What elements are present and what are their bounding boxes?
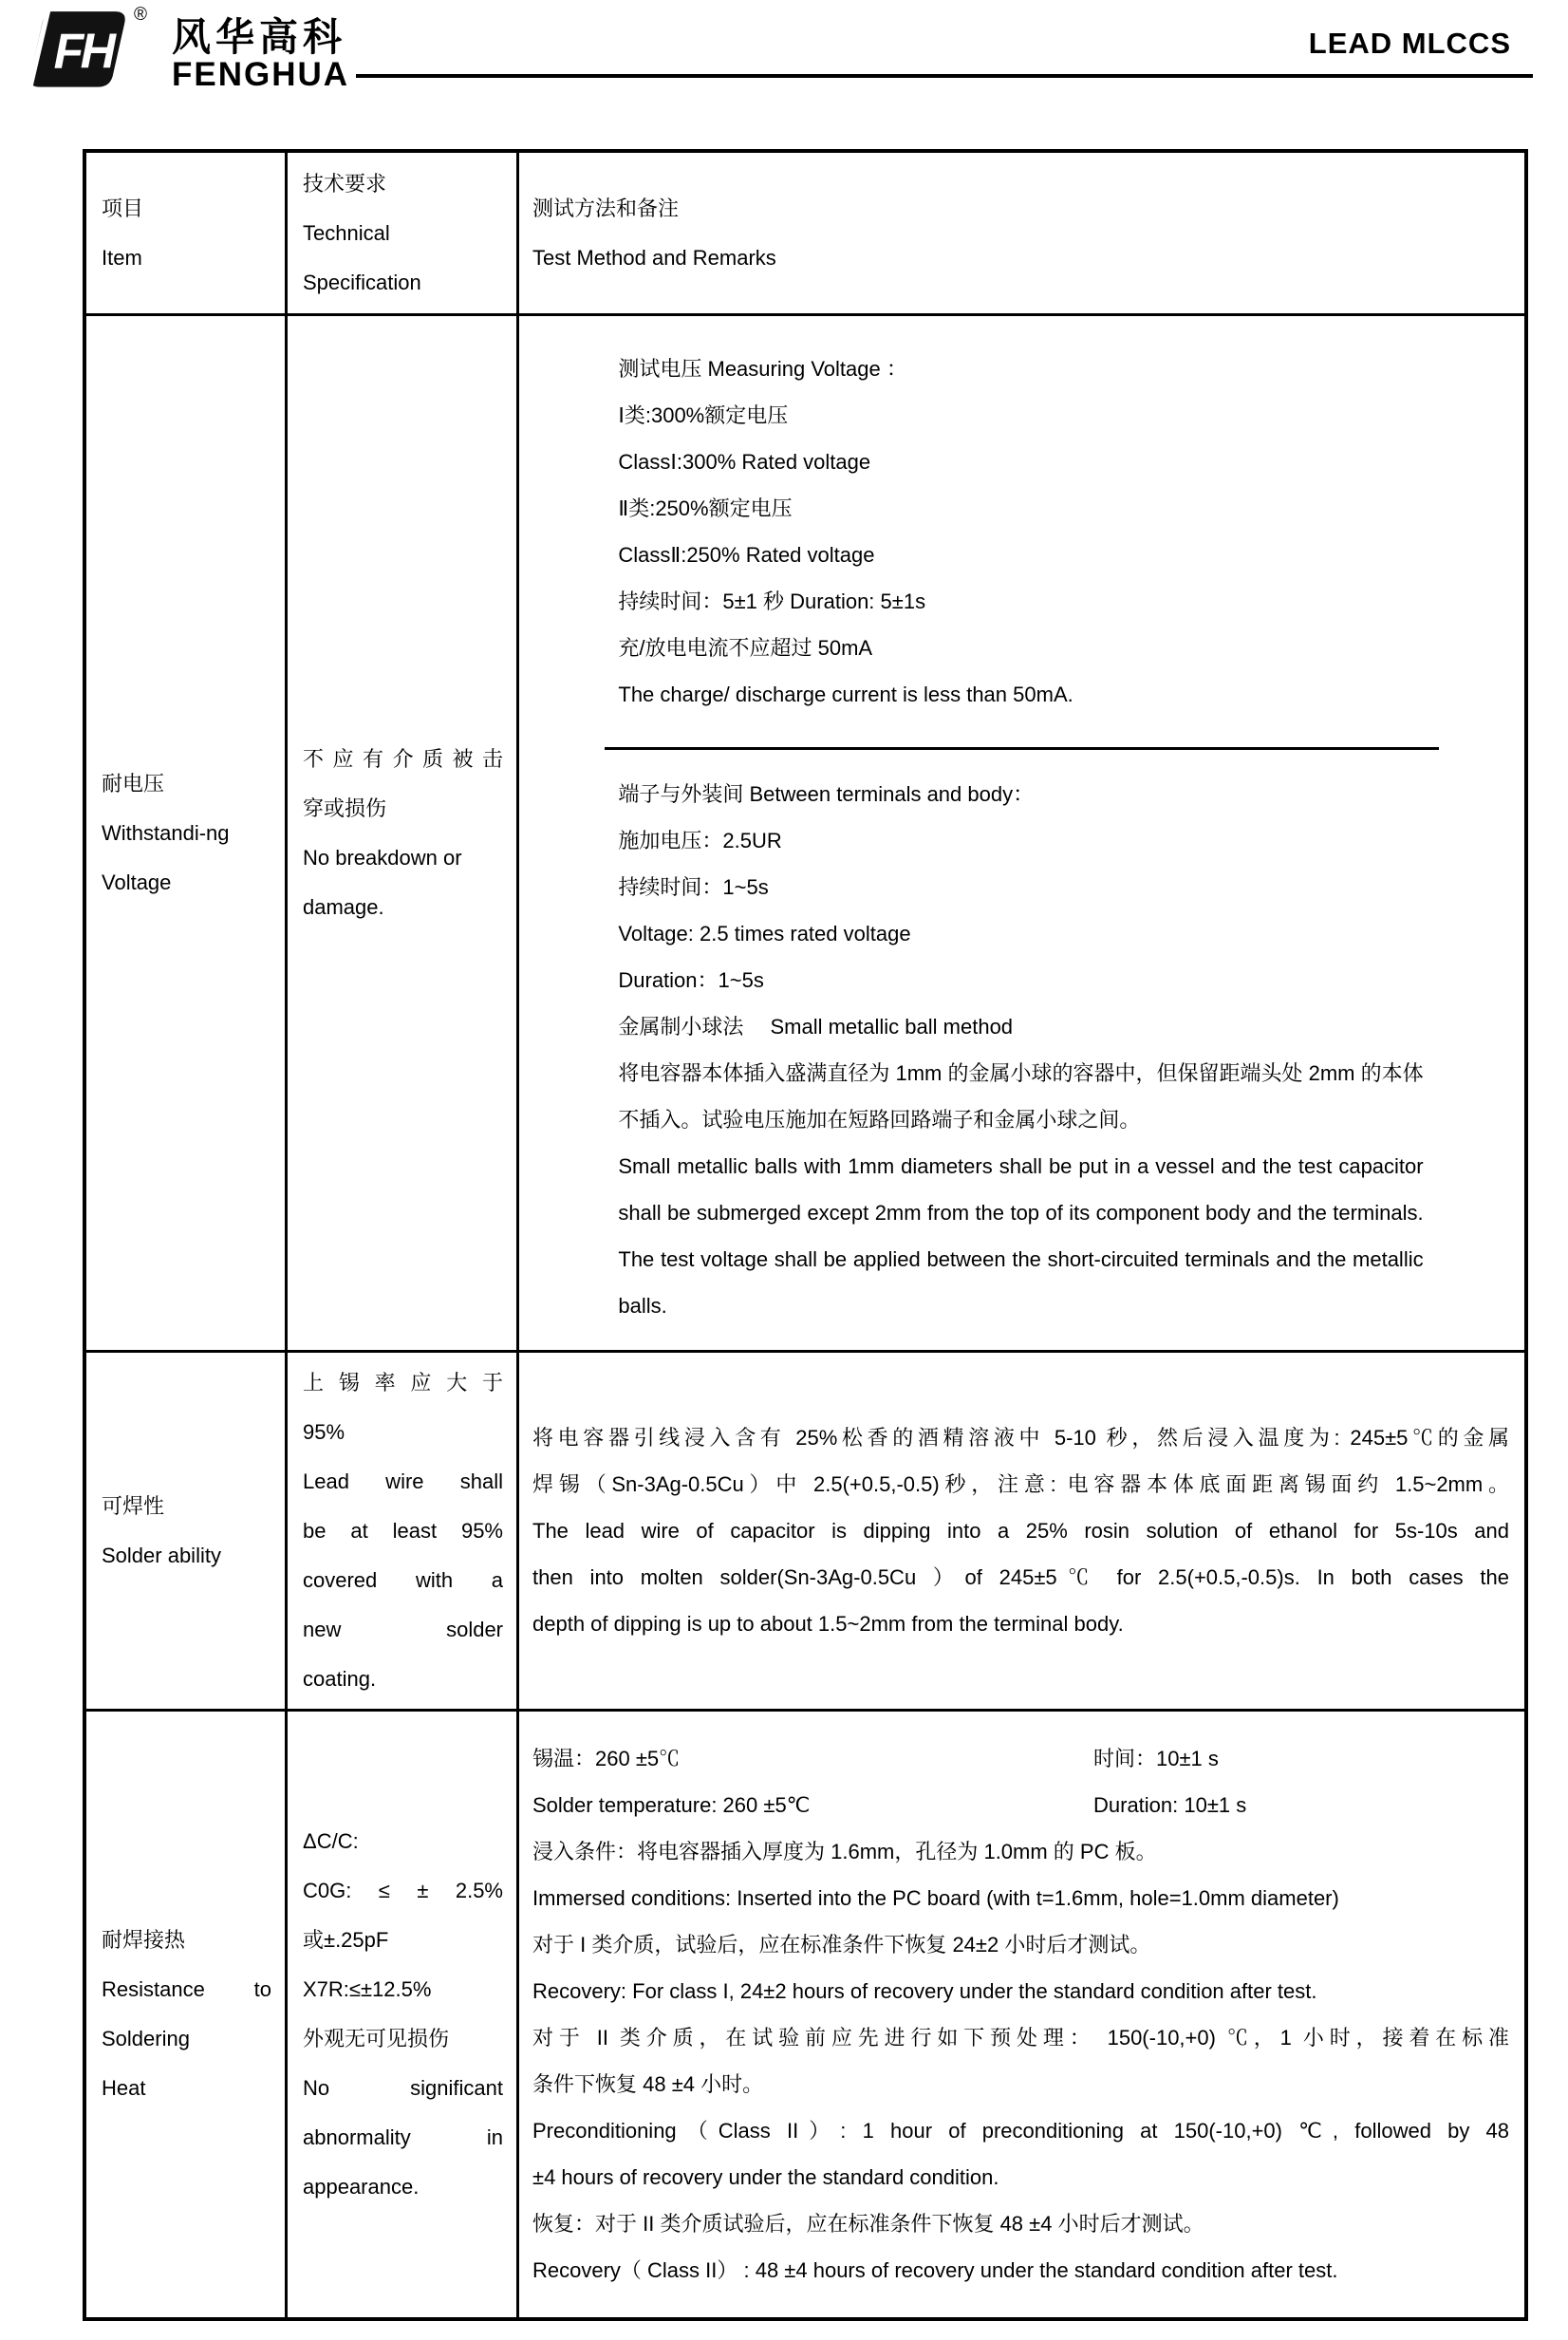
text-line: Duration：1~5s [618,968,764,992]
text-line: Voltage [102,870,172,894]
text-line: abnormality in [303,2125,503,2149]
text-line: 将电容器引线浸入含有 25%松香的酒精溶液中 5-10 秒，然后浸入温度为: 245±5℃的金属 [532,1426,1509,1450]
text-line: 耐焊接热 [102,1928,186,1952]
text-line: 恢复：对于 II 类介质试验后，应在标准条件下恢复 48 ±4 小时后才测试。 [532,2212,1204,2236]
cell-spec-resistance-soldering-heat [288,1712,519,2317]
text-line: covered with a [303,1567,503,1592]
text-line: 焊锡（Sn-3Ag-0.5Cu）中 2.5(+0.5,-0.5)秒，注意: 电容器本体底面距离锡面约 1.5~2mm。 [532,1472,1509,1496]
text-line: 将电容器本体插入盛满直径为 1mm 的金属小球的容器中，但保留距端头处 2mm 的本体 [618,1061,1424,1085]
text-line: Preconditioning（Class II）: 1 hour of preconditioning at 150(-10,+0) ℃, followed by 48 [532,2119,1509,2143]
text-line: 95% [303,1419,345,1444]
text-line: No significant [303,2076,503,2100]
text-line: 测试方法和备注 [532,196,680,220]
text-line: 对于 I 类介质，试验后，应在标准条件下恢复 24±2 小时后才测试。 [532,1933,1151,1956]
text-line: ΔC/C: [303,1829,359,1853]
text-line: The charge/ discharge current is less than 50mA. [618,683,1073,706]
registered-trademark-icon: ® [134,5,147,25]
text-line: damage. [303,894,384,919]
text-line: Soldering [102,2027,190,2050]
text-line: appearance. [303,2175,420,2199]
text-line: Specification [303,270,421,294]
text-line: be at least 95% [303,1518,503,1543]
text-line [532,1735,1509,1782]
text-line: 对于 II 类介质，在试验前应先进行如下预处理： 150(-10,+0) ℃，1 小时，接着在标准 [532,2026,1509,2050]
cell-spec-solder-ability [288,1353,519,1712]
text-line [532,1782,1509,1828]
text-line: depth of dipping is up to about 1.5~2mm from the terminal body. [532,1612,1124,1636]
solder-temperature-cn: 锡温：260 ±5℃ [532,1747,681,1770]
text-line: shall be submerged except 2mm from the top of its component body and the terminals. [618,1201,1424,1225]
text-line: 项目 [102,196,144,220]
text-line: coating. [303,1666,377,1691]
fenghua-logo [15,5,350,94]
text-line: Ⅰ类:300%额定电压 [618,403,789,427]
text-line: X7R:≤±12.5% [303,1977,432,2001]
text-line: then into molten solder(Sn-3Ag-0.5Cu ）of 245±5℃ for 2.5(+0.5,-0.5)s. In both cases the [532,1565,1509,1589]
cell-method-withstanding-voltage [519,316,1524,1353]
cell-item-withstanding-voltage [86,316,288,1353]
fenghua-logo-mark-icon [15,6,131,91]
cell-item-resistance-soldering-heat [86,1712,288,2317]
cell-spec-withstanding-voltage [288,316,519,1353]
text-line: 不应有介质被击 [303,746,503,771]
text-line: The lead wire of capacitor is dipping into a 25% rosin solution of ethanol for 5s-10s and [532,1519,1509,1543]
cell-item-solder-ability [86,1353,288,1712]
text-line: 浸入条件：将电容器插入厚度为 1.6mm，孔径为 1.0mm 的 PC 板。 [532,1840,1157,1863]
text-line: new solder [303,1617,503,1641]
text-line: The test voltage shall be applied between the short-circuited terminals and the metallic [618,1247,1424,1271]
text-line: 充/放电电流不应超过 50mA [618,636,873,660]
brand-name-chinese: 风华高科 [172,15,346,59]
text-line: Solder ability [102,1543,221,1567]
text-line: 端子与外装间 Between terminals and body： [618,782,1035,806]
text-line: 持续时间：5±1 秒 Duration: 5±1s [618,590,926,613]
text-line: 条件下恢复 48 ±4 小时。 [532,2072,764,2096]
cell-method-resistance-soldering-heat [519,1712,1524,2317]
text-line: 测试电压 Measuring Voltage ： [618,357,907,381]
text-line: Resistance to [102,1977,271,2001]
brand-name-block [172,6,350,94]
text-line: ClassⅠ:300% Rated voltage [618,450,871,474]
text-line: No breakdown or [303,845,462,870]
duration-cn: 时间：10±1 s [1093,1747,1219,1770]
text-line: Withstandi-ng [102,820,230,845]
text-line: Item [102,245,142,270]
text-line: Recovery: For class I, 24±2 hours of recovery under the standard condition after test. [532,1979,1317,2003]
text-line: 可焊性 [102,1493,165,1518]
svg-text:FH: FH [53,23,113,79]
text-line: Small metallic balls with 1mm diameters shall be put in a vessel and the test capacitor [618,1154,1424,1178]
solder-temperature-en: Solder temperature: 260 ±5℃ [532,1793,811,1817]
text-line: Recovery（ Class II） : 48 ±4 hours of recovery under the standard condition after test. [532,2258,1338,2282]
text-line: ClassⅡ:250% Rated voltage [618,543,875,567]
brand-name-english: FENGHUA [172,56,350,94]
table-header-test-method [519,153,1524,316]
text-line: Technical [303,220,390,245]
method-measuring-voltage-section [605,316,1438,750]
text-line: Lead wire shall [303,1469,503,1493]
cell-method-solder-ability [519,1353,1524,1712]
specification-table [83,149,1528,2321]
text-line: Ⅱ类:250%额定电压 [618,496,793,520]
text-line: Heat [102,2076,146,2100]
text-line: 上锡率应大于 [303,1370,503,1395]
text-line: 或±.25pF [303,1928,389,1952]
table-header-item [86,153,288,316]
table-header-technical-specification [288,153,519,316]
page-title: LEAD MLCCS [1308,27,1511,60]
text-line: Voltage: 2.5 times rated voltage [618,922,911,945]
text-line: ±4 hours of recovery under the standard condition. [532,2165,999,2189]
text-line: 不插入。试验电压施加在短路回路端子和金属小球之间。 [618,1108,1141,1132]
text-line: 耐电压 [102,771,165,796]
method-terminals-body-section [605,750,1438,1350]
duration-en: Duration: 10±1 s [1093,1793,1247,1817]
text-line: 穿或损伤 [303,796,387,820]
text-line: Test Method and Remarks [532,245,776,270]
text-line: Immersed conditions: Inserted into the PC board (with t=1.6mm, hole=1.0mm diameter) [532,1886,1339,1910]
header-divider-line [356,74,1533,78]
text-line: 持续时间：1~5s [618,875,769,899]
text-line: 施加电压：2.5UR [618,829,782,852]
text-line: balls. [618,1294,667,1318]
text-line: 金属制小球法 Small metallic ball method [618,1015,1014,1039]
text-line: 技术要求 [303,171,387,196]
text-line: C0G: ≤ ± 2.5% [303,1879,503,1902]
text-line: 外观无可见损伤 [303,2027,450,2050]
